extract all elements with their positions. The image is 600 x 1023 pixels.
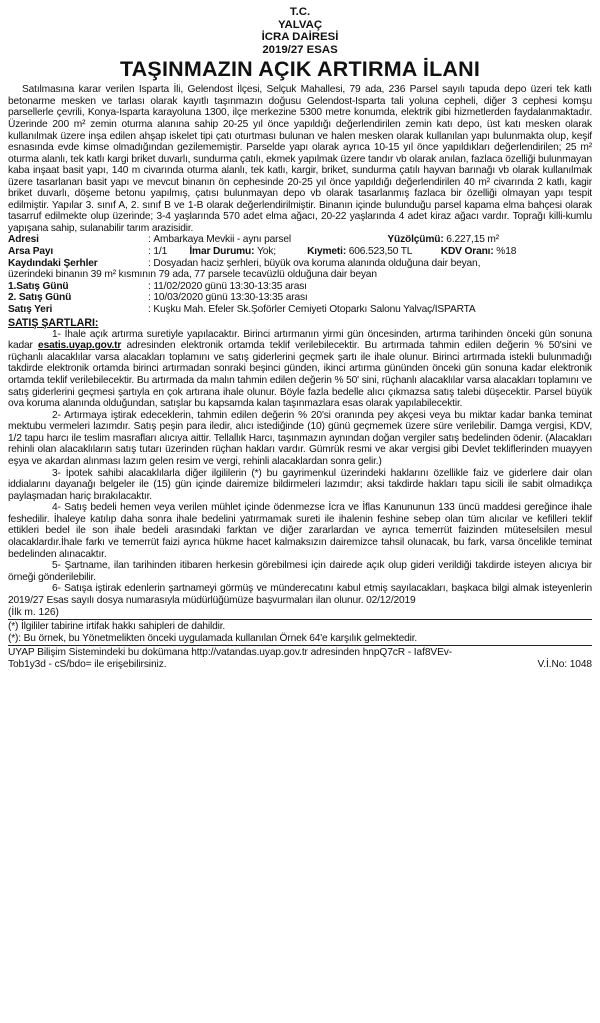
header-tc: T.C. xyxy=(289,6,311,18)
share-value: 1/1 xyxy=(153,246,168,258)
place-label: Satış Yeri xyxy=(8,304,53,316)
divider xyxy=(8,645,592,646)
announcement-number: V.İ.No: 1048 xyxy=(537,658,592,670)
header-case-number: 2019/27 ESAS xyxy=(262,43,338,56)
colon: : xyxy=(148,234,151,246)
colon: : xyxy=(148,280,151,292)
property-description: Satılmasına karar verilen Isparta İli, Gelendost İlçesi, Selçuk Mahallesi, 79 ada, 236 Parsel sayılı tapuda depo üzeri tek katlı betonarme mesken ve tarlası olarak kayıtlı taşınmazın doğusu Gelendost-Isparta tali yoluna cepheli, diğer 3 cephesi komşu parsellerle çevrili, Konya-Isparta karayoluna 1300, ilçe merkezine 5300 metre konumda, elektrik gibi hizmetlerden faydalanmaktadır. Üzerinde 200 m² zemin oturma alanına sahip 20-25 yıl önce yapıldığı değerlendirilen zemin katı depo, üst katı mesken olarak kullanılmak üzere inşa edilen ahşap iskelet tipi çatı oturtması bulunan ve halen mesken olarak kullanılan yapı bulunmakta olup, keşif esnasında evde kimse olmadığından gezilememiştir. Parselde yapı olarak ayrıca 10-15 yıl önce yapıldıkları değerlendirilen; 25 m² oturma alanlı, tek katlı kargi briket duvarlı, sundurma çatılı, ekmek yapılmak üzere tandır vb olarak anılan, fazlaca özelliği bulunmayan kaba inşaat basit yapı, 140 m civarında oturma alanlı, tek katlı, kargir, briket, sundurma çatılı hayvan barınağı vb olarak kullanılmak üzere tasarlanan basit yapı ve mevcut binanın ön cephesinde 20-25 yıl önce yapıldığı değerlendirilen 40 m² civarında 2 katlı, kagir briket duvarlı, döşeme betonu yapılmış, çatısı bulunmayan depo vb olarak tasarlanmış fazlaca bir özelliği olmayan yapı tespit edilmiştir. Yapılar 3. sınıf A, 2. sınıf B ve 1-B olarak değerlendirilmiştir. Binanın içinde bulunduğu parsel kapama elma bahçesi olarak tasarruf edilmekte olup üzerinde; 3-4 yaşlarında 570 adet elma ağacı, 20-22 yaşlarında 4 adet kiraz ağacı vardır. Toprağı killi-kumlu yapışana sahip, sulanabilir tarım arazisidir. xyxy=(8,84,592,234)
header-office: İCRA DAİRESİ xyxy=(261,31,339,44)
value-label: Kıymeti: xyxy=(307,246,347,258)
colon: : xyxy=(148,292,151,304)
header-district: YALVAÇ xyxy=(277,18,323,31)
share-label: Arsa Payı xyxy=(8,246,54,258)
footer-line-2: Tob1y3d - cS/bdo= ile erişebilirsiniz. xyxy=(8,658,167,670)
condition-6: 6- Satışa iştirak edenlerin şartnameyi görmüş ve münderecatını kabul etmiş sayılacakları, başkaca bilgi almak isteyenlerin 2019/27 Esas sayılı dosya numarasıyla müdürlüğümüze başvurmaları ilan olunur. 02/12/2019 xyxy=(8,583,592,606)
annotations-value-1: Dosyadan haciz şerhleri, büyük ova koruma alanında olduğuna dair beyan, xyxy=(153,257,481,269)
footer-block xyxy=(8,647,592,670)
sale2-label: 2. Satış Günü xyxy=(8,292,72,304)
property-details xyxy=(8,234,592,315)
notes-block xyxy=(8,621,592,644)
sale1-label: 1.Satış Günü xyxy=(8,280,69,292)
zoning-label: İmar Durumu: xyxy=(189,246,255,258)
condition-3: 3- İpotek sahibi alacaklılarla diğer ilgililerin (*) bu gayrimenkul üzerindeki haklarını özellikle faiz ve giderlere dair olan iddialarını dayanağı belgeler ile (15) gün içinde dairemize bildirmeleri lazımdır; aksi takdirde hakları tapu sicili ile sabit olmadıkça paylaşmadan hariç bırakılacaktır. xyxy=(8,467,592,502)
conditions-title: SATIŞ ŞARTLARI: xyxy=(8,316,99,329)
regulation-reference: (İlk m. 126) xyxy=(8,606,59,618)
footer-line-1: UYAP Bilişim Sistemindeki bu dokümana http://vatandas.uyap.gov.tr adresinden hnpQ7cR - Iaf8VEv- xyxy=(8,647,453,659)
condition-4: 4- Satış bedeli hemen veya verilen mühlet içinde ödenmezse İcra ve İflas Kanununun 133 üncü maddesi gereğince ihale feshedilir. İhaleye katılıp daha sonra ihale bedelini yatırmamak sureti ile ihalenin feshine sebep olan tüm alıcılar ve kefilleri teklif ettikleri bedel ile son ihale bedeli arasındaki farktan ve diğer zararlardan ve ayrıca temerrüt faizinden müteselsilen mesul olacaklardır.İhale farkı ve temerrüt faizi ayrıca hükme hacet kalmaksızın dairemizce tahsil olunacak, bu fark, varsa öncelikle teminat bedelinden alınacaktır. xyxy=(8,502,592,560)
colon: : xyxy=(148,304,151,316)
row-address xyxy=(8,234,592,246)
sale2-value: 10/03/2020 günü 13:30-13:35 arası xyxy=(153,292,308,304)
address-label: Adresi xyxy=(8,234,39,246)
colon: : xyxy=(148,246,151,258)
row-sale-1 xyxy=(8,281,592,293)
zoning-value: Yok; xyxy=(257,246,276,258)
row-annotations xyxy=(8,258,592,270)
divider xyxy=(8,619,592,620)
vat-label: KDV Oranı: xyxy=(440,246,494,258)
condition-1 xyxy=(8,329,592,410)
colon: : xyxy=(148,257,151,269)
note-2: (*): Bu örnek, bu Yönetmelikten önceki uygulamada kullanılan Örnek 64'e karşılık gelmektedir. xyxy=(8,632,418,644)
value-amount: 606.523,50 TL xyxy=(348,246,413,258)
footer-row xyxy=(8,659,592,671)
condition-5: 5- Şartname, ilan tarihinden itibaren herkesin görebilmesi için dairede açık olup gideri verildiği takdirde isteyen alıcıya bir örneği gönderilebilir. xyxy=(8,560,592,583)
sale1-value: 11/02/2020 günü 13:30-13:35 arası xyxy=(153,280,307,292)
place-value: Kuşku Mah. Efeler Sk.Şoförler Cemiyeti Otoparkı Salonu Yalvaç/ISPARTA xyxy=(153,304,476,316)
row-sale-place xyxy=(8,304,592,316)
header-block xyxy=(8,6,592,56)
row-sale-2 xyxy=(8,292,592,304)
note-1: (*) İlgililer tabirine irtifak hakkı sahipleri de dahildir. xyxy=(8,621,226,633)
annotations-label: Kaydındaki Şerhler xyxy=(8,257,98,269)
condition-1-start: 1- İhale açık artırma suretiyle yapılacaktır. Birinci artırmanın yirmi gün öncesinden, artırma tarihinden önceki gün sonuna kadar xyxy=(8,328,592,352)
annotations-value-2: üzerindeki binanın 39 m² kısmının 79 ada, 77 parsele tecavüzlü olduğuna dair beyan xyxy=(8,269,377,281)
address-value: Ambarkaya Mevkii - aynı parsel xyxy=(153,234,291,246)
page-title: TAŞINMAZIN AÇIK ARTIRMA İLANI xyxy=(119,57,481,82)
area-label: Yüzölçümü: xyxy=(387,234,444,246)
condition-1-rest: adresinden elektronik ortamda teklif verilebilecektir. Bu artırmada tahmin edilen değerin % 50'sini ve rüçhanlı alacaklılar varsa alacakları toplamını ve satış giderlerini geçmek şartı ile ihale olunur. Birinci artırmada istekli bulunmadığı takdirde elektronik ortamda birinci artırmadan sonraki beşinci günden, ikinci artırma gününden önceki gün sonuna kadar elektronik ortamda teklif verilebilecektir. Bu artırmada da malın tahmin edilen değerin % 50' sini, rüçhanlı alacaklılar varsa alacakları toplamını ve satış giderlerini geçmesi şartıyla en çok artırana ihale olunur. Böyle fazla bedelle alıcı çıkmazsa satış talebi düşecektir. Parsel büyük ova koruma alanında olduğundan, satışlar bu kapsamda kalan taşınmazlara esas olarak yapılabilecektir. xyxy=(8,340,592,410)
condition-2: 2- Artırmaya iştirak edeceklerin, tahmin edilen değerin % 20'si oranında pey akçesi veya bu miktar kadar banka teminat mektubu vermeleri lazımdır. Satış peşin para iledir, alıcı istediğinde (10) günü geçmemek üzere süre verilebilir. Damga vergisi, KDV, 1/2 tapu harcı ile teslim masrafları alıcıya aittir. Tellallık Harcı, taşınmazın aynından doğan vergiler satış bedelinden ödenir. (Alacakları rehinli olan alacaklıların satış tutarı üzerinden rüçhan hakları vardır. Gümrük resmi ve akar vergisi gibi Devlet tekliflerinden muayyen eşya ve akardan alınması lazım gelen resim ve vergi, rehinli alacaklardan sonra gelir.) xyxy=(8,409,592,467)
area-value: 6.227,15 m² xyxy=(446,234,500,246)
row-share xyxy=(8,246,592,258)
vat-value: %18 xyxy=(496,246,517,258)
esatis-link[interactable]: esatis.uyap.gov.tr xyxy=(38,340,122,352)
